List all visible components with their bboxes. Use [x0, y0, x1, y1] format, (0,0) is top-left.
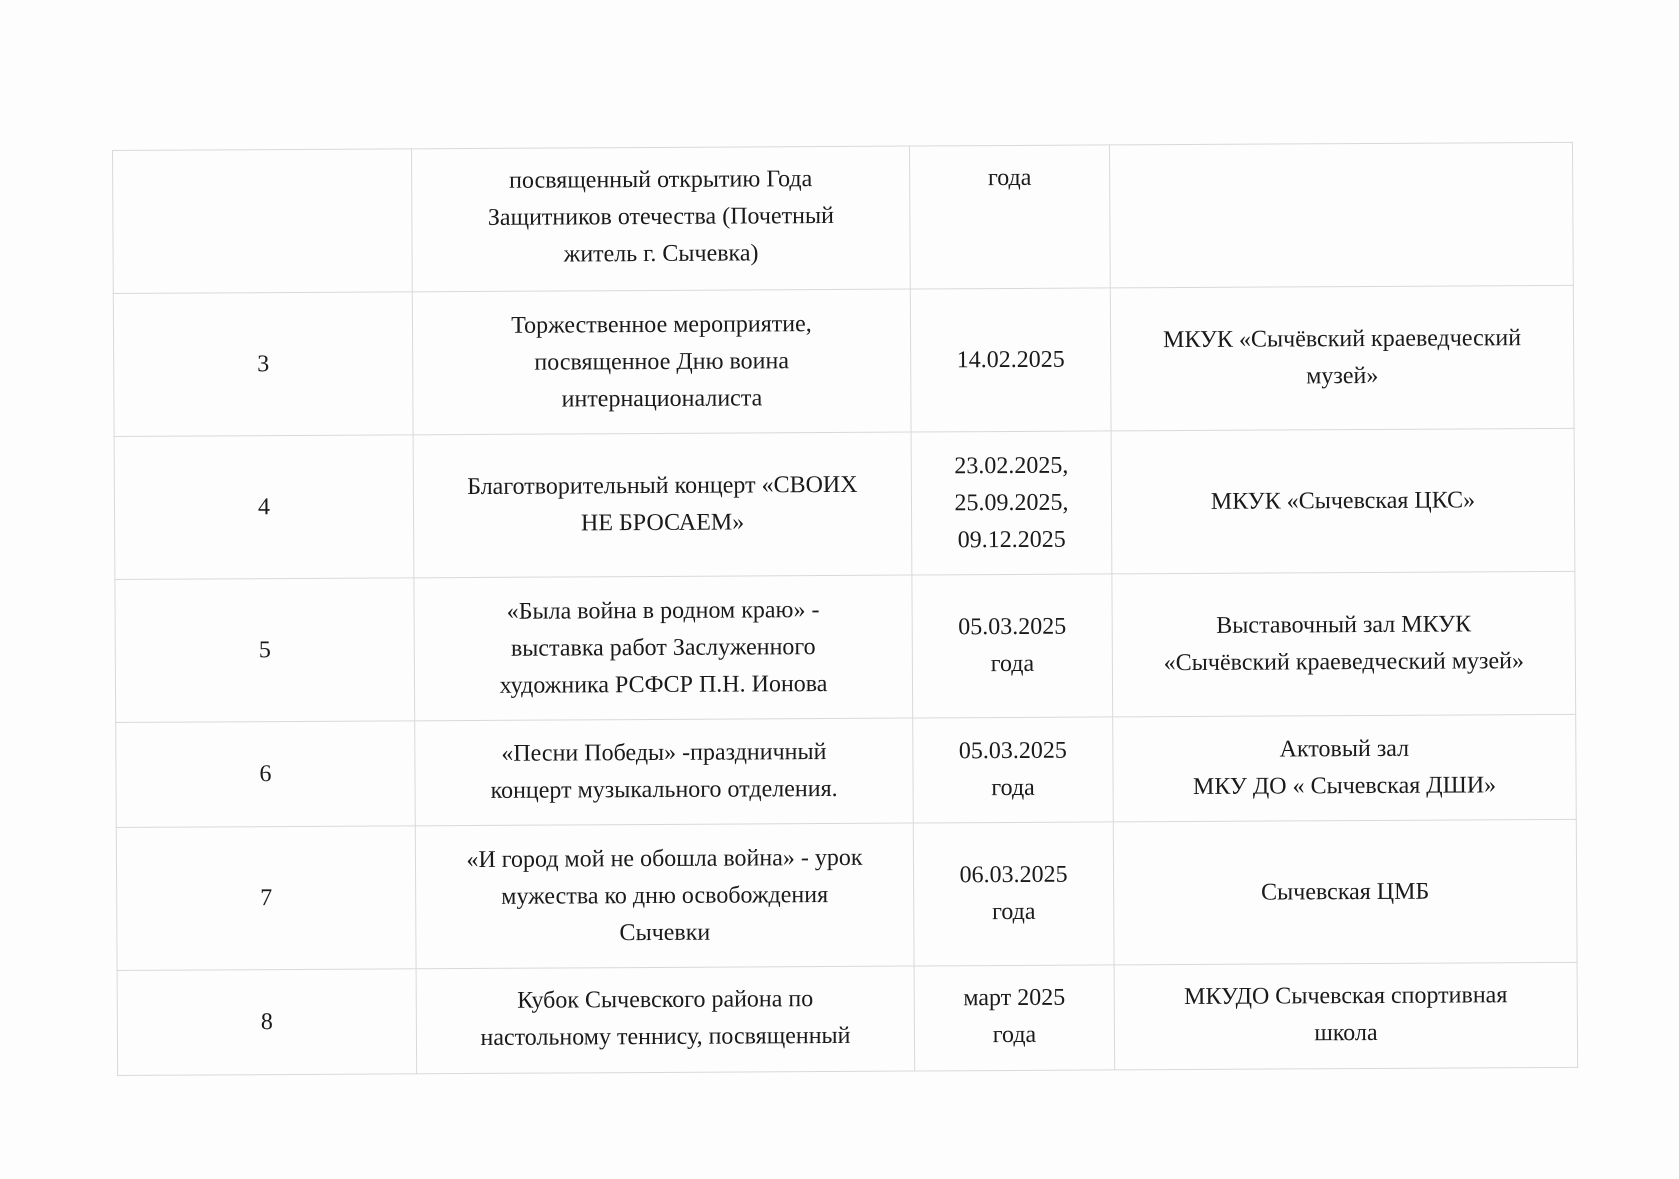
event-line: «И город мой не обошла война» - урок	[466, 844, 863, 873]
date-line: 14.02.2025	[956, 346, 1065, 373]
row-number: 4	[114, 435, 414, 580]
place-line: Выставочный зал МКУК	[1216, 611, 1472, 639]
date-cell	[910, 288, 1111, 432]
event-line: «Песни Победы» -праздничный	[501, 739, 827, 767]
date-cell	[909, 145, 1110, 289]
place-cell	[1113, 819, 1577, 965]
row-number: 7	[116, 826, 416, 971]
place-line: МКУДО Сычевская спортивная	[1184, 982, 1508, 1011]
row-number: 6	[116, 721, 416, 828]
event-line: Торжественное мероприятие,	[511, 310, 812, 339]
date-line: 05.03.2025	[958, 613, 1067, 641]
table-row	[115, 571, 1576, 722]
date-line: март 2025	[963, 984, 1066, 1012]
place-cell	[1109, 142, 1573, 288]
events-table	[112, 142, 1578, 1076]
place-cell	[1111, 428, 1575, 574]
place-line: Актовый зал	[1279, 735, 1410, 763]
event-line: Кубок Сычевского района по	[517, 986, 814, 1014]
event-line: НЕ БРОСАЕМ»	[580, 509, 745, 537]
place-line: «Сычёвский краеведческий музей»	[1163, 648, 1525, 677]
date-line: 09.12.2025	[957, 526, 1066, 553]
table-row	[116, 714, 1577, 827]
table-row	[114, 428, 1575, 579]
event-line: интернационалиста	[561, 384, 763, 412]
table-row	[117, 962, 1578, 1075]
event-line: посвященное Дню воина	[534, 347, 790, 376]
event-cell	[415, 823, 914, 969]
date-line: 06.03.2025	[959, 861, 1068, 889]
date-line: года	[991, 774, 1035, 802]
event-line: Сычевки	[619, 919, 711, 946]
event-line: Защитников отечества (Почетный	[487, 202, 834, 231]
place-cell	[1112, 571, 1576, 717]
event-line: настольному теннису, посвященный	[480, 1022, 851, 1051]
event-cell	[416, 966, 915, 1074]
row-number: 3	[113, 292, 413, 437]
date-cell	[914, 965, 1115, 1071]
event-line: посвященный открытию Года	[509, 166, 813, 194]
event-line: выставка работ Заслуженного	[510, 633, 816, 662]
place-line: Сычевская ЦМБ	[1261, 878, 1430, 906]
date-line: 23.02.2025,	[954, 452, 1069, 479]
row-number: 5	[115, 578, 415, 723]
event-cell	[415, 718, 914, 826]
event-cell	[414, 575, 913, 721]
date-line: 25.09.2025,	[954, 489, 1069, 516]
date-line: года	[992, 1021, 1037, 1049]
event-line: Благотворительный концерт «СВОИХ	[467, 471, 858, 501]
date-cell	[913, 822, 1114, 966]
place-line: МКУК «Сычевская ЦКС»	[1210, 486, 1476, 515]
event-line: житель г. Сычевка)	[563, 240, 759, 268]
date-cell	[911, 431, 1112, 575]
event-line: «Была война в родном краю» -	[506, 596, 820, 625]
place-line: МКУК «Сычёвский краеведческий	[1163, 325, 1522, 354]
row-number: 8	[117, 969, 417, 1076]
event-cell	[412, 289, 911, 435]
table-row	[113, 285, 1574, 436]
date-line: года	[987, 164, 1032, 192]
place-line: школа	[1314, 1019, 1378, 1047]
row-number	[113, 149, 413, 294]
date-cell	[913, 717, 1114, 823]
date-line: года	[991, 898, 1036, 926]
place-line: МКУ ДО « Сычевская ДШИ»	[1192, 772, 1497, 800]
table-row	[116, 819, 1577, 970]
event-line: художника РСФСР П.Н. Ионова	[499, 670, 828, 699]
place-cell	[1114, 962, 1578, 1070]
date-line: 05.03.2025	[958, 737, 1067, 765]
event-line: концерт музыкального отделения.	[490, 775, 838, 804]
date-cell	[912, 574, 1113, 718]
event-cell	[411, 146, 910, 292]
place-line: музей»	[1306, 362, 1379, 390]
event-cell	[413, 432, 912, 578]
place-cell	[1113, 714, 1577, 822]
place-cell	[1110, 285, 1574, 431]
date-line: года	[990, 650, 1035, 678]
table-row	[113, 142, 1574, 293]
event-line: мужества ко дню освобождения	[501, 881, 829, 910]
